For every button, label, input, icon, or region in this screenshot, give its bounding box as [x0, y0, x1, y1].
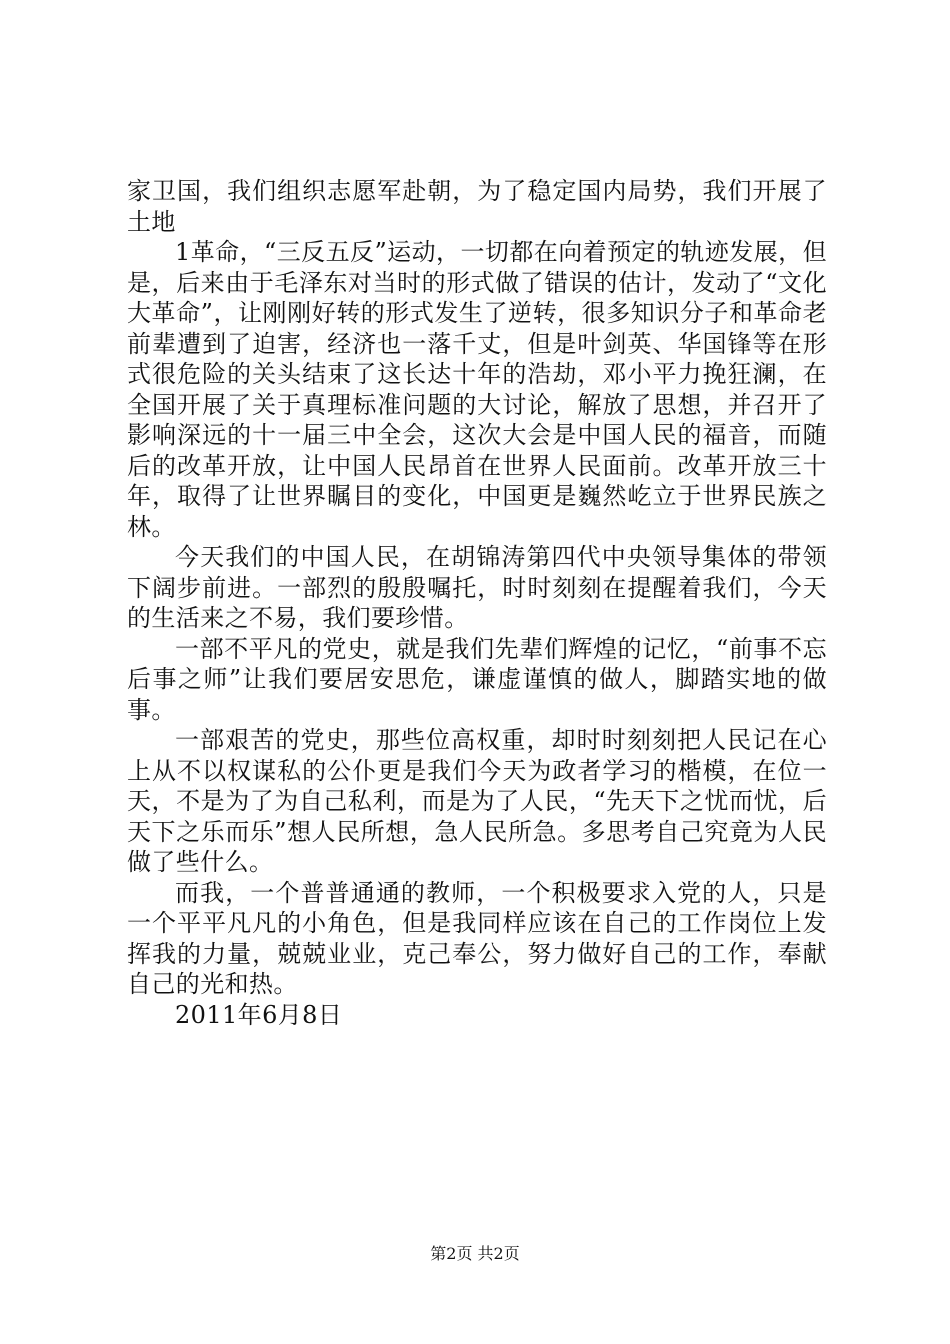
page-number-label: 第2页 共2页	[430, 1244, 520, 1263]
paragraph-teacher: 而我，一个普普通通的教师，一个积极要求入党的人，只是一个平平凡凡的小角色，但是我同样应该在自己的工作岗位上发挥我的力量，兢兢业业，克己奉公，努力做好自己的工作，奉献自己的光和热。	[127, 878, 827, 998]
paragraph-history: 1革命，“三反五反”运动，一切都在向着预定的轨迹发展，但是，后来由于毛泽东对当时的形式做了错误的估计，发动了“文化大革命”，让刚刚好转的形式发生了逆转，很多知识分子和革命老前辈遭到了迫害，经济也一落千丈，但是叶剑英、华国锋等在形式很危险的关头结束了这长达十年的浩劫，邓小平力挽狂澜，在全国开展了关于真理标准问题的大讨论，解放了思想，并召开了影响深远的十一届三中全会，这次大会是中国人民的福音，而随后的改革开放，让中国人民昂首在世界人民面前。改革开放三十年，取得了让世界瞩目的变化，中国更是巍然屹立于世界民族之林。	[127, 238, 827, 541]
document-date: 2011年6月8日	[175, 1000, 343, 1029]
document-body	[127, 176, 827, 1030]
paragraph-today: 今天我们的中国人民，在胡锦涛第四代中央领导集体的带领下阔步前进。一部烈的殷殷嘱托，时时刻刻在提醒着我们，今天的生活来之不易，我们要珍惜。	[127, 543, 827, 632]
page-footer	[0, 1244, 950, 1264]
paragraph-hard-history: 一部艰苦的党史，那些位高权重，却时时刻刻把人民记在心上从不以权谋私的公仆更是我们今天为政者学习的楷模，在位一天，不是为了为自己私利，而是为了人民，“先天下之忧而忧，后天下之乐而乐”想人民所想，急人民所急。多思考自己究竟为人民做了些什么。	[127, 726, 827, 876]
paragraph-continuation: 家卫国，我们组织志愿军赴朝，为了稳定国内局势，我们开展了土地	[127, 177, 827, 236]
paragraph-extraordinary-history: 一部不平凡的党史，就是我们先辈们辉煌的记忆，“前事不忘后事之师”让我们要居安思危，谦虚谨慎的做人，脚踏实地的做事。	[127, 634, 827, 724]
